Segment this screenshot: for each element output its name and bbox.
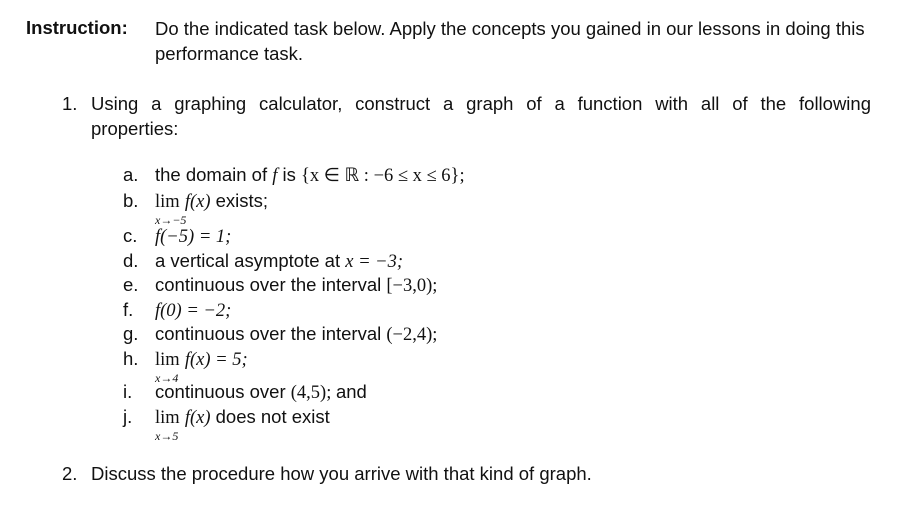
property-body — [155, 164, 465, 187]
property-text: is — [277, 164, 302, 185]
property-math: f(−5) = 1; — [155, 227, 232, 247]
property-body — [155, 190, 269, 227]
property-text: and — [335, 381, 367, 402]
property-math: [−3,0); — [386, 276, 438, 296]
question-2-number: 2. — [62, 463, 78, 484]
property-letter: d. — [123, 250, 139, 271]
instruction-text: Do the indicated task below. Apply the concepts you gained in our lessons in doing this performance task. — [155, 18, 865, 64]
question-1-text — [91, 92, 871, 141]
property-body — [155, 225, 231, 248]
property-letter: i. — [123, 381, 133, 402]
property-math: f(x) — [184, 192, 211, 212]
property-letter: e. — [123, 274, 139, 295]
limit-word: lim — [155, 350, 180, 370]
limit-subscript: x→4 — [155, 371, 179, 385]
property-body — [155, 348, 248, 385]
property-body — [155, 406, 330, 443]
property-text: continuous over the interval — [155, 323, 387, 344]
property-letter: a. — [123, 164, 139, 185]
property-text: the domain of — [155, 164, 273, 185]
question-1-number: 1. — [62, 93, 78, 114]
property-math: f(x) — [184, 408, 211, 428]
property-letter: c. — [123, 225, 138, 246]
property-letter: g. — [123, 323, 139, 344]
property-body — [155, 323, 437, 346]
limit-operator — [155, 408, 180, 443]
property-letter: f. — [123, 299, 134, 320]
property-math: f(x) = 5; — [184, 350, 248, 370]
limit-operator — [155, 192, 187, 227]
property-math: x = −3; — [345, 252, 404, 272]
property-letter: j. — [123, 406, 133, 427]
property-math: {x ∈ ℝ : −6 ≤ x ≤ 6}; — [301, 166, 465, 186]
question-2-text: Discuss the procedure how you arrive with that kind of graph. — [91, 463, 592, 484]
property-text: does not exist — [210, 406, 330, 427]
property-math: (4,5); — [290, 383, 336, 403]
question-1-line-2: properties: — [91, 117, 179, 139]
limit-operator — [155, 350, 180, 385]
limit-word: lim — [155, 192, 180, 212]
property-text: a vertical asymptote at — [155, 250, 346, 271]
property-body — [155, 274, 437, 297]
limit-subscript: x→5 — [155, 429, 179, 443]
property-body — [155, 381, 367, 404]
property-math: f(0) = −2; — [155, 301, 232, 321]
limit-word: lim — [155, 408, 180, 428]
property-text: continuous over the interval — [155, 274, 387, 295]
property-math: (−2,4); — [386, 325, 438, 345]
property-letter: b. — [123, 190, 139, 211]
property-text: exists; — [210, 190, 269, 211]
limit-subscript: x→−5 — [155, 213, 187, 227]
property-math: f — [272, 166, 278, 186]
property-letter: h. — [123, 348, 139, 369]
instruction-label: Instruction: — [26, 17, 128, 38]
property-body — [155, 250, 403, 273]
question-1-line-1: Using a graphing calculator, construct a graph of a function with all of the following — [91, 93, 871, 114]
property-text: continuous over — [155, 381, 291, 402]
property-body — [155, 299, 231, 322]
